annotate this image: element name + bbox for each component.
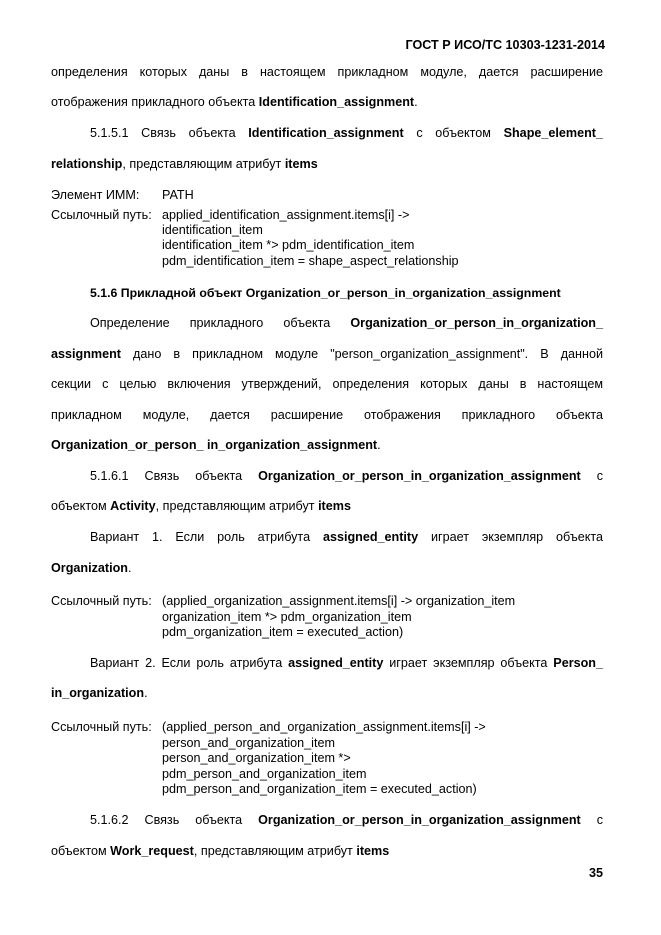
paragraph-line: секции с целью включения утверждений, определения которых даны в настоящем	[51, 377, 603, 391]
section-5-1-6-1-title: 5.1.6.1 Связь объекта Organization_or_person_in_organization_assignment с	[90, 469, 604, 483]
paragraph-line: Organization_or_person_ in_organization_assignment.	[51, 438, 381, 452]
reference-path-line: pdm_identification_item = shape_aspect_relationship	[162, 254, 459, 268]
page-number: 35	[588, 866, 603, 880]
section-5-1-6-2-title: 5.1.6.2 Связь объекта Organization_or_person_in_organization_assignment с	[90, 813, 604, 827]
section-5-1-6-2-title-cont: объектом Work_request, представляющим атрибут items	[51, 844, 390, 858]
paragraph-line: отображения прикладного объекта Identification_assignment.	[51, 95, 418, 109]
imm-element-label: Элемент ИММ:	[51, 188, 140, 202]
variant-2-text-cont: in_organization.	[51, 686, 148, 700]
reference-path-line: pdm_person_and_organization_item = executed_action)	[162, 782, 477, 796]
paragraph-line: определения которых даны в настоящем прикладном модуле, дается расширение	[51, 65, 603, 79]
reference-path-line: pdm_organization_item = executed_action)	[162, 625, 404, 639]
reference-path-line: applied_identification_assignment.items[i] ->	[162, 208, 410, 222]
paragraph-line: прикладном модуле, дается расширение отображения прикладного объекта	[51, 408, 603, 422]
reference-path-label: Ссылочный путь:	[51, 594, 152, 608]
section-5-1-6-1-title-cont: объектом Activity, представляющим атрибут items	[51, 499, 351, 513]
reference-path-line: pdm_person_and_organization_item	[162, 767, 367, 781]
reference-path-line: person_and_organization_item	[162, 736, 335, 750]
reference-path-line: identification_item *> pdm_identification_item	[162, 238, 415, 252]
variant-1-text-cont: Organization.	[51, 561, 132, 575]
reference-path-line: organization_item *> pdm_organization_item	[162, 610, 412, 624]
section-5-1-5-1-title-cont: relationship, представляющим атрибут items	[51, 157, 318, 171]
variant-2-text: Вариант 2. Если роль атрибута assigned_entity играет экземпляр объекта Person_	[90, 656, 603, 670]
reference-path-label: Ссылочный путь:	[51, 208, 152, 222]
reference-path-line: (applied_person_and_organization_assignment.items[i] ->	[162, 720, 486, 734]
reference-path-line: identification_item	[162, 223, 263, 237]
reference-path-line: (applied_organization_assignment.items[i] -> organization_item	[162, 594, 516, 608]
page-header: ГОСТ Р ИСО/ТС 10303-1231-2014	[405, 38, 605, 52]
variant-1-text: Вариант 1. Если роль атрибута assigned_entity играет экземпляр объекта	[90, 530, 603, 544]
imm-element-value: PATH	[162, 188, 194, 202]
paragraph-line: Определение прикладного объекта Organization_or_person_in_organization_	[90, 316, 603, 330]
reference-path-line: person_and_organization_item *>	[162, 751, 351, 765]
section-5-1-5-1-title: 5.1.5.1 Связь объекта Identification_assignment с объектом Shape_element_	[90, 126, 603, 140]
paragraph-line: assignment дано в прикладном модуле "person_organization_assignment". В данной	[51, 347, 603, 361]
reference-path-label: Ссылочный путь:	[51, 720, 152, 734]
section-5-1-6-heading: 5.1.6 Прикладной объект Organization_or_person_in_organization_assignment	[90, 286, 561, 300]
